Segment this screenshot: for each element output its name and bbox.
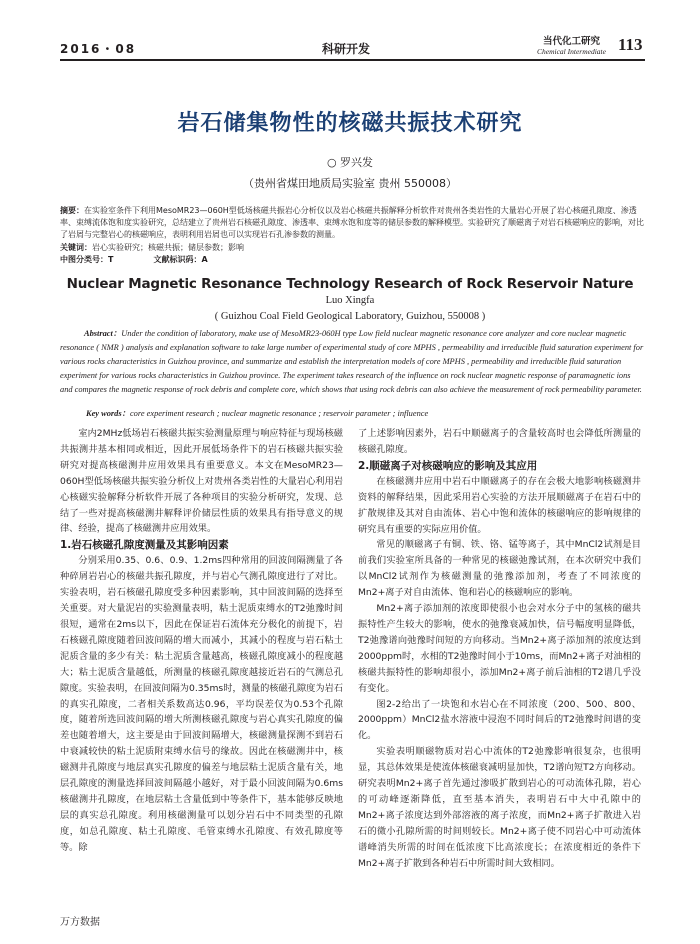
keywords-cn-label: 关键词：	[60, 242, 92, 252]
abstract-en	[60, 327, 645, 397]
paragraph: 了上述影响因素外，岩石中顺磁离子的含量较高时也会降低所测量的核磁孔隙度。	[358, 428, 641, 455]
abstract-cn-block	[60, 205, 645, 266]
section-name: 科研开发	[322, 42, 371, 56]
classification	[60, 254, 645, 266]
keywords-cn	[60, 242, 645, 254]
paragraph: Mn2+离子添加剂的浓度即使很小也会对水分子中的氢核的磁共振特性产生较大的影响，使水的弛豫衰减加快，信号幅度明显降低，T2弛豫谱向弛豫时间短的方向移动。当Mn2+离子添加剂的浓度达到2000ppm时，水相的T2弛豫时间小于10ms，而Mn2+离子对油相的核磁共振特性的影响却很小，添加Mn2+离子前后油相的T2谱几乎没有变化。	[358, 603, 641, 694]
journal-logo	[537, 37, 606, 57]
affiliation-cn: （贵州省煤田地质局实验室 贵州 550008）	[243, 177, 457, 190]
paragraph: 实验表明顺磁物质对岩心中流体的T2弛豫影响很复杂，也很明显，其总体效果是使流体核磁衰减明显加快，T2谱向短T2方向移动。研究表明Mn2+离子首先通过渗吸扩散到岩心的可动流体孔隙，岩心的可动峰逐渐降低，直至基本消失，表明岩石中大中孔隙中的Mn2+离子浓度达到外部溶液的离子浓度，而Mn2+离子扩散进入岩石的微小孔隙所需的时间则较长。Mn2+离子使不同岩心中可动流体谱峰消失所需的时间在低浓度下比高浓度长；在浓度相近的条件下Mn2+离子扩散到各种岩石中所需时间大致相同。	[358, 746, 641, 869]
abstract-en-text: Under the condition of laboratory, make use of MesoMR23-060H type Low field nuclear magnetic resonance core analyzer and core nuclear magnetic resonance ( NMR ) analysis and explanation software to take large number of experimental study of core MPHS , permeability and irreducible fluid saturation experiment for various rocks characteristics in Guizhou province, and summarize and establish the interpretation models of core MPHS , permeability and irreducible fluid saturation experiment for various rocks characteristics in Guizhou province. The experiment takes research of the influence on rock nuclear magnetic response of paramagnetic ions and compares the magnetic response of rock debris and complete core, which shows that using rock debris can also achieve the measurement of rock permeability parameter.	[60, 329, 644, 394]
article-title-cn: 岩石储集物性的核磁共振技术研究	[177, 111, 523, 136]
section-heading-2: 2.顺磁离子对核磁响应的影响及其应用	[358, 459, 538, 472]
body-column-right	[358, 426, 641, 871]
abstract-cn-label: 摘要：	[60, 206, 84, 215]
section-heading-1: 1.岩石核磁孔隙度测量及其影响因素	[60, 539, 229, 552]
doc-value: A	[201, 254, 208, 264]
doc-label: 文献标识码：	[153, 254, 202, 264]
page-number: 113	[618, 35, 643, 54]
article-title-en: Nuclear Magnetic Resonance Technology Research of Rock Reservoir Nature	[66, 276, 634, 292]
keywords-en	[86, 407, 428, 419]
paragraph: 室内2MHz低场岩石核磁共振实验测量原理与响应特征与现场核磁共振测井基本相同或相近，因此开展低场条件下的岩石核磁共振实验研究对提高核磁测井应用效果具有重要意义。本文在MesoMR23—060H型低场核磁共振实验分析仪上对贵州各类岩性的大量岩心利用岩心核磁实验解释分析软件开展了各种项目的实验分析研究，发现、总结了一些对提高核磁测井解释评价储层性质的效果具有指导意义的规律、经验，提高了核磁测井应用效果。	[60, 428, 343, 535]
keywords-en-text: core experiment research ; nuclear magnetic resonance ; reservoir parameter ; influence	[129, 409, 429, 418]
header-divider	[60, 59, 645, 61]
author-cn: ○ 罗兴发	[326, 156, 374, 169]
abstract-en-label: Abstract：	[84, 329, 122, 338]
keywords-en-label: Key words：	[86, 409, 130, 418]
paragraph: 分别采用0.35、0.6、0.9、1.2ms四种常用的回波间隔测量了各种碎屑岩岩心的核磁共振孔隙度，并与岩心气测孔隙度进行了对比。实验表明，岩石核磁孔隙度受多种因素影响，其中回波间隔的选择至关重要。对大量泥岩的实验测量表明，粘土泥质束缚水的T2弛豫时间很短，通常在2ms以下，因此在保证岩石流体充分极化的前提下，岩石核磁孔隙度随着回波间隔的增大而减小，其减小的程度与岩石粘土泥质含量的多少有关：粘土泥质含量越高，核磁孔隙度减小的程度越大；粘土泥质含量越低，所测量的核磁孔隙度越接近岩石的气测总孔隙度。实验表明，在回波间隔为0.35ms时，测量的核磁孔隙度为岩石的真实孔隙度，二者相关系数高达0.96，平均误差仅为0.53个孔隙度，随着所选回波间隔的增大所测核磁孔隙度与岩心真实孔隙度的偏差也随着增大，这主要是由于回波间隔增大，核磁测量探测不到岩石中衰减较快的粘土泥质附束缚水信号的缘故。因此在核磁测井中，核磁测井孔隙度与地层真实孔隙度的偏差与地层粘土泥质含量有关，地层孔隙度的测量选择回波间隔越小越好，对于最小回波间隔为0.6ms核磁测井孔隙度，在地层粘土含量低到中等条件下，基本能够反映地层的真实总孔隙度。利用核磁测量可以划分岩石中不同类型的孔隙度，如总孔隙度、粘土孔隙度、毛管束缚水孔隙度、有效孔隙度等等。除	[60, 555, 343, 853]
class-value: T	[108, 254, 114, 264]
affiliation-en: ( Guizhou Coal Field Geological Laboratory, Guizhou, 550008 )	[214, 311, 486, 322]
paragraph: 在核磁测井应用中岩石中顺磁离子的存在会极大地影响核磁测井资料的解释结果，因此采用岩心实验的方法开展顺磁离子在岩石中的扩散规律及其对自由流体、岩心中饱和流体的核磁响应的影响规律的研究具有重要的实际应用价值。	[358, 475, 641, 535]
abstract-cn	[60, 205, 645, 242]
body-column-left	[60, 426, 343, 856]
journal-name-cn: 当代化工研究	[542, 36, 600, 47]
author-en: Luo Xingfa	[325, 295, 375, 306]
issue-date: 2016・08	[60, 42, 137, 56]
paragraph: 常见的顺磁离子有铜、铁、铬、锰等离子，其中MnCl2试剂是目前我们实验室所具备的一种常见的核磁弛豫试剂，在本次研究中我们以MnCl2试剂作为核磁测量的弛豫添加剂，考查了不同浓度的Mn2+离子对自由流体、饱和岩心的核磁响应的影响。	[358, 539, 641, 599]
abstract-cn-text: 在实验室条件下利用MesoMR23—060H型低场核磁共振岩心分析仪以及岩心核磁共振解释分析软件对贵州各类岩性的大量岩心开展了岩心核磁孔隙度、渗透率、束缚流体饱和度实验研究，总结建立了贵州岩石核磁孔隙度、渗透率、束缚水饱和度等的储层参数的解释模型。实验研究了顺磁离子对岩石核磁响应的影响，对比了岩屑与完整岩心的核磁响应，表明利用岩屑也可以实现岩石孔渗参数的测量。	[60, 206, 644, 240]
journal-name-en: Chemical Intermediate	[537, 47, 606, 56]
keywords-cn-text: 岩心实验研究；核磁共振；储层参数；影响	[92, 242, 244, 252]
paragraph: 图2-2给出了一块饱和水岩心在不同浓度（200、500、800、2000ppm）MnCl2盐水溶液中浸泡不同时间后的T2弛豫时间谱的变化。	[358, 698, 641, 742]
class-label: 中图分类号：	[60, 254, 108, 264]
footer-source: 万方数据	[60, 917, 100, 928]
